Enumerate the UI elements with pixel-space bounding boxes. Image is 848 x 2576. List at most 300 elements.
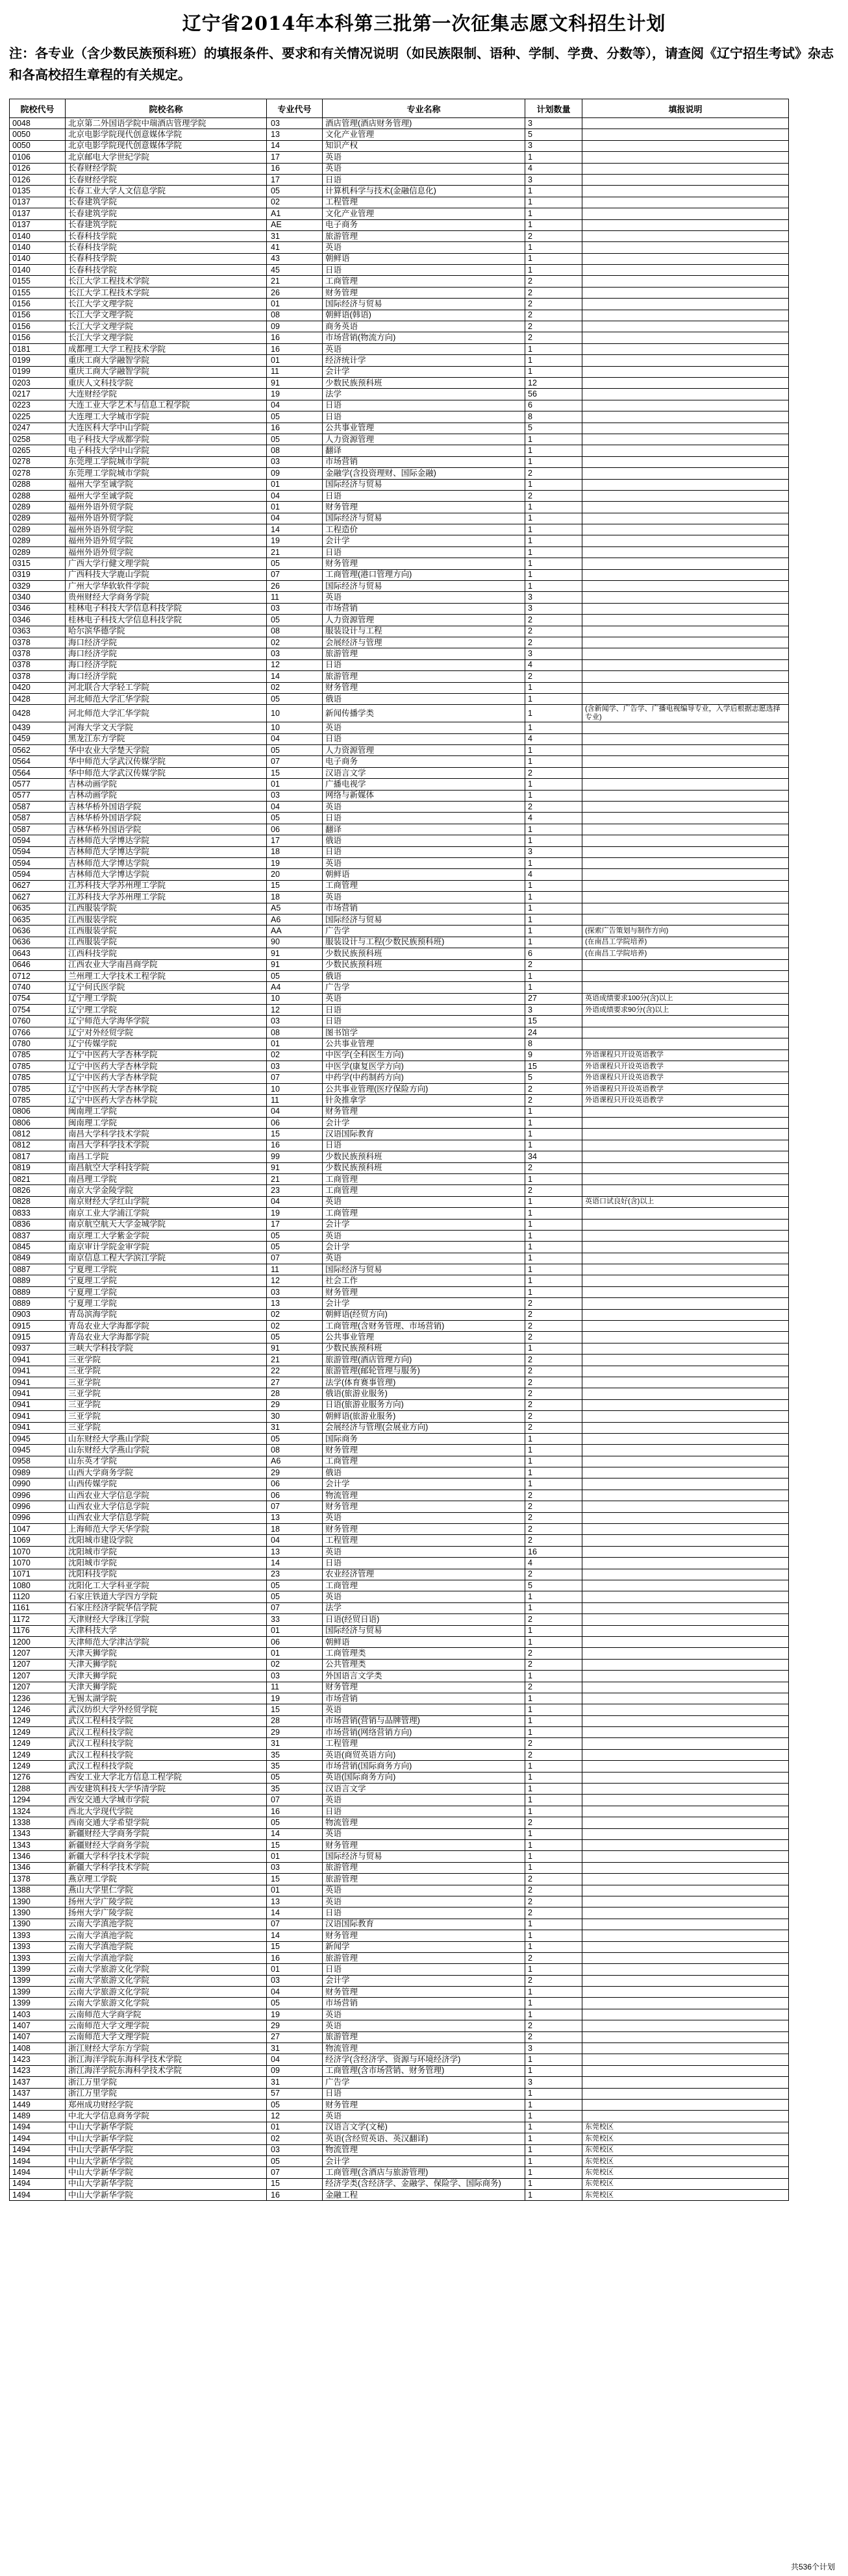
cell-remarks — [582, 118, 789, 129]
cell-remarks — [582, 1445, 789, 1456]
cell-remarks — [582, 400, 789, 411]
cell-school-code: 0199 — [10, 366, 66, 377]
cell-school-code: 0319 — [10, 569, 66, 580]
cell-remarks — [582, 355, 789, 366]
cell-major-code: 10 — [267, 722, 323, 733]
cell-plan-count: 3 — [525, 592, 582, 603]
cell-major-name: 会计学 — [323, 535, 525, 546]
cell-major-code: 14 — [267, 140, 323, 151]
cell-remarks — [582, 1016, 789, 1027]
cell-plan-count: 2 — [525, 230, 582, 241]
cell-school-name: 黑龙江东方学院 — [66, 733, 267, 744]
cell-plan-count: 24 — [525, 1027, 582, 1038]
cell-major-name: 少数民族预科班 — [323, 1162, 525, 1173]
cell-major-name: 会计学 — [323, 1478, 525, 1490]
cell-school-code: 1494 — [10, 2178, 66, 2189]
cell-major-name: 英语 — [323, 1795, 525, 1806]
cell-school-code: 1161 — [10, 1602, 66, 1613]
cell-remarks: 东莞校区 — [582, 2155, 789, 2166]
cell-major-name: 中医学(全科医生方向) — [323, 1049, 525, 1061]
cell-remarks — [582, 1761, 789, 1772]
cell-school-code: 0140 — [10, 230, 66, 241]
cell-school-name: 云南师范大学文理学院 — [66, 2020, 267, 2031]
cell-major-name: 翻译 — [323, 445, 525, 456]
table-row — [10, 1558, 789, 1569]
cell-remarks — [582, 1636, 789, 1647]
cell-plan-count: 1 — [525, 1862, 582, 1873]
cell-remarks — [582, 1591, 789, 1602]
cell-major-code: 02 — [267, 2133, 323, 2144]
cell-major-name: 市场营销(物流方向) — [323, 332, 525, 343]
cell-major-code: 16 — [267, 1140, 323, 1151]
cell-plan-count: 2 — [525, 1366, 582, 1377]
cell-school-code: 1494 — [10, 2167, 66, 2178]
cell-major-code: 19 — [267, 2009, 323, 2020]
cell-plan-count: 1 — [525, 892, 582, 903]
cell-major-code: 29 — [267, 1399, 323, 1410]
table-row — [10, 648, 789, 659]
cell-major-code: 07 — [267, 756, 323, 767]
cell-school-code: 0941 — [10, 1399, 66, 1410]
cell-major-name: 中药学(中药制药方向) — [323, 1072, 525, 1083]
table-row — [10, 1885, 789, 1896]
cell-major-code: 43 — [267, 253, 323, 264]
cell-remarks — [582, 1851, 789, 1862]
cell-school-code: 1407 — [10, 2031, 66, 2042]
cell-major-code: 30 — [267, 1411, 323, 1422]
cell-school-code: 0833 — [10, 1208, 66, 1219]
cell-major-code: 03 — [267, 118, 323, 129]
cell-plan-count: 1 — [525, 2065, 582, 2076]
cell-major-name: 国际经济与贸易 — [323, 581, 525, 592]
table-row — [10, 299, 789, 310]
cell-major-code: 08 — [267, 310, 323, 321]
cell-remarks — [582, 1885, 789, 1896]
cell-major-code: 01 — [267, 779, 323, 790]
table-row — [10, 1930, 789, 1941]
cell-plan-count: 15 — [525, 1016, 582, 1027]
cell-school-code: 0140 — [10, 253, 66, 264]
cell-school-code: 0594 — [10, 846, 66, 857]
cell-school-code: 0439 — [10, 722, 66, 733]
cell-major-code: 17 — [267, 174, 323, 185]
cell-school-code: 0135 — [10, 186, 66, 197]
cell-major-code: 28 — [267, 1715, 323, 1726]
cell-school-code: 0819 — [10, 1162, 66, 1173]
cell-major-code: 14 — [267, 1930, 323, 1941]
cell-school-code: 0806 — [10, 1106, 66, 1117]
cell-remarks — [582, 1117, 789, 1128]
cell-major-code: 05 — [267, 1230, 323, 1241]
cell-school-name: 云南大学旅游文化学院 — [66, 1975, 267, 1986]
cell-plan-count: 2 — [525, 615, 582, 626]
cell-school-code: 0289 — [10, 513, 66, 524]
cell-school-name: 三峡大学科技学院 — [66, 1343, 267, 1354]
cell-major-name: 少数民族预科班 — [323, 1343, 525, 1354]
cell-major-name: 日语 — [323, 1907, 525, 1919]
cell-school-code: 1120 — [10, 1591, 66, 1602]
cell-major-name: 日语 — [323, 659, 525, 670]
cell-school-code: 0587 — [10, 813, 66, 824]
cell-major-code: 15 — [267, 2178, 323, 2189]
cell-major-name: 英语(国际商务方向) — [323, 1772, 525, 1783]
table-row — [10, 1501, 789, 1512]
table-row — [10, 1140, 789, 1151]
cell-plan-count: 2 — [525, 1309, 582, 1320]
table-row — [10, 858, 789, 869]
cell-plan-count: 1 — [525, 824, 582, 835]
cell-school-name: 北京邮电大学世纪学院 — [66, 152, 267, 163]
cell-school-code: 0627 — [10, 880, 66, 891]
cell-plan-count: 1 — [525, 1106, 582, 1117]
cell-school-code: 0289 — [10, 535, 66, 546]
cell-remarks: 外语成绩要求90分(含)以上 — [582, 1005, 789, 1016]
cell-school-code: 0140 — [10, 242, 66, 253]
cell-school-name: 天津天狮学院 — [66, 1682, 267, 1693]
cell-major-name: 工商管理(含酒店与旅游管理) — [323, 2167, 525, 2178]
table-row — [10, 1636, 789, 1647]
cell-plan-count: 3 — [525, 118, 582, 129]
cell-remarks — [582, 411, 789, 423]
cell-school-name: 福州外语外贸学院 — [66, 535, 267, 546]
table-row — [10, 1005, 789, 1016]
cell-school-code: 0363 — [10, 626, 66, 637]
cell-major-code: 03 — [267, 1862, 323, 1873]
table-row — [10, 230, 789, 241]
cell-major-code: 05 — [267, 558, 323, 569]
cell-school-name: 西南交通大学希望学院 — [66, 1817, 267, 1828]
cell-school-name: 福州大学至诚学院 — [66, 479, 267, 490]
table-row — [10, 1795, 789, 1806]
cell-major-code: 03 — [267, 1975, 323, 1986]
cell-major-name: 英语 — [323, 1896, 525, 1907]
cell-major-name: 工程管理 — [323, 197, 525, 208]
cell-plan-count: 2 — [525, 287, 582, 298]
cell-major-code: AE — [267, 219, 323, 230]
cell-remarks — [582, 569, 789, 580]
cell-plan-count: 1 — [525, 937, 582, 948]
cell-major-code: A1 — [267, 208, 323, 219]
cell-school-code: 0941 — [10, 1422, 66, 1433]
table-row — [10, 1433, 789, 1444]
cell-major-code: 05 — [267, 1242, 323, 1253]
table-row — [10, 615, 789, 626]
cell-plan-count: 1 — [525, 1129, 582, 1140]
cell-school-code: 1407 — [10, 2020, 66, 2031]
cell-school-name: 郑州成功财经学院 — [66, 2099, 267, 2110]
table-row — [10, 1817, 789, 1828]
cell-major-code: 41 — [267, 242, 323, 253]
cell-remarks — [582, 1106, 789, 1117]
cell-school-name: 西北大学现代学院 — [66, 1806, 267, 1817]
cell-major-name: 人力资源管理 — [323, 434, 525, 445]
table-row — [10, 2167, 789, 2178]
cell-major-code: 91 — [267, 959, 323, 970]
table-row — [10, 1399, 789, 1410]
cell-major-code: 05 — [267, 970, 323, 981]
cell-remarks — [582, 1987, 789, 1998]
cell-major-code: 16 — [267, 1806, 323, 1817]
cell-major-code: 04 — [267, 1106, 323, 1117]
cell-major-code: 18 — [267, 892, 323, 903]
cell-school-code: 0289 — [10, 502, 66, 513]
cell-remarks — [582, 1173, 789, 1184]
cell-major-name: 日语 — [323, 411, 525, 423]
cell-remarks — [582, 858, 789, 869]
cell-plan-count: 16 — [525, 1546, 582, 1557]
total-plan-footer: 共536个计划 — [790, 2562, 835, 2571]
cell-remarks — [582, 1874, 789, 1885]
cell-school-code: 0346 — [10, 603, 66, 614]
cell-school-code: 1393 — [10, 1952, 66, 1963]
cell-major-code: 91 — [267, 1162, 323, 1173]
cell-remarks — [582, 1930, 789, 1941]
cell-major-code: 08 — [267, 1445, 323, 1456]
cell-major-name: 公共事业管理 — [323, 1038, 525, 1049]
cell-school-name: 贵州财经大学商务学院 — [66, 592, 267, 603]
cell-school-code: 1070 — [10, 1546, 66, 1557]
cell-major-code: 01 — [267, 479, 323, 490]
cell-remarks — [582, 299, 789, 310]
table-row — [10, 242, 789, 253]
cell-major-code: 05 — [267, 1591, 323, 1602]
cell-remarks — [582, 2077, 789, 2088]
cell-major-code: 01 — [267, 1964, 323, 1975]
cell-school-code: 0315 — [10, 558, 66, 569]
cell-major-code: 91 — [267, 377, 323, 388]
cell-plan-count: 1 — [525, 693, 582, 704]
cell-major-code: A6 — [267, 1456, 323, 1467]
cell-major-code: 35 — [267, 1784, 323, 1795]
cell-major-name: 金融工程 — [323, 2190, 525, 2201]
cell-major-name: 财务管理 — [323, 502, 525, 513]
cell-remarks — [582, 846, 789, 857]
cell-school-code: 1393 — [10, 1941, 66, 1952]
cell-school-name: 吉林师范大学博达学院 — [66, 869, 267, 880]
cell-school-code: 0636 — [10, 926, 66, 937]
cell-remarks — [582, 756, 789, 767]
header-school-name: 院校名称 — [66, 99, 267, 118]
table-row — [10, 1422, 789, 1433]
cell-plan-count: 1 — [525, 1851, 582, 1862]
cell-remarks — [582, 1919, 789, 1930]
cell-school-code: 1437 — [10, 2077, 66, 2088]
cell-plan-count: 3 — [525, 174, 582, 185]
cell-remarks: (在南昌工学院培养) — [582, 948, 789, 959]
cell-major-name: 朝鲜语 — [323, 253, 525, 264]
cell-major-code: 15 — [267, 1941, 323, 1952]
cell-major-name: 日语 — [323, 2088, 525, 2099]
table-row — [10, 377, 789, 388]
cell-major-code: 29 — [267, 2020, 323, 2031]
cell-plan-count: 4 — [525, 1558, 582, 1569]
cell-school-code: 0594 — [10, 869, 66, 880]
cell-school-name: 华中师范大学武汉传媒学院 — [66, 767, 267, 778]
cell-remarks — [582, 869, 789, 880]
table-row — [10, 1625, 789, 1636]
cell-school-code: 0199 — [10, 355, 66, 366]
cell-major-name: 会展经济与管理 — [323, 637, 525, 648]
cell-plan-count: 1 — [525, 569, 582, 580]
cell-plan-count: 6 — [525, 400, 582, 411]
table-row — [10, 1919, 789, 1930]
cell-remarks — [582, 1738, 789, 1749]
cell-school-name: 福州大学至诚学院 — [66, 490, 267, 501]
cell-school-code: 1494 — [10, 2155, 66, 2166]
cell-school-name: 三亚学院 — [66, 1366, 267, 1377]
cell-remarks — [582, 2031, 789, 2042]
cell-school-code: 0050 — [10, 140, 66, 151]
cell-school-code: 0223 — [10, 400, 66, 411]
cell-plan-count: 2 — [525, 1422, 582, 1433]
cell-school-code: 1494 — [10, 2122, 66, 2133]
table-row — [10, 118, 789, 129]
cell-school-name: 西安工业大学北方信息工程学院 — [66, 1772, 267, 1783]
table-row — [10, 1772, 789, 1783]
cell-plan-count: 4 — [525, 163, 582, 174]
cell-major-name: 国际经济与贸易 — [323, 1625, 525, 1636]
cell-major-code: 07 — [267, 1919, 323, 1930]
cell-school-code: 1276 — [10, 1772, 66, 1783]
cell-school-name: 云南师范大学文理学院 — [66, 2031, 267, 2042]
cell-school-code: 0050 — [10, 129, 66, 140]
table-row — [10, 1106, 789, 1117]
cell-major-code: 07 — [267, 1602, 323, 1613]
cell-remarks — [582, 722, 789, 733]
cell-school-code: 0887 — [10, 1264, 66, 1275]
cell-major-name: 日语 — [323, 846, 525, 857]
cell-remarks — [582, 603, 789, 614]
cell-major-code: 02 — [267, 197, 323, 208]
cell-plan-count: 1 — [525, 253, 582, 264]
table-row — [10, 959, 789, 970]
cell-school-code: 1200 — [10, 1636, 66, 1647]
cell-plan-count: 1 — [525, 1602, 582, 1613]
cell-school-code: 0288 — [10, 490, 66, 501]
cell-plan-count: 1 — [525, 1264, 582, 1275]
cell-major-code: 13 — [267, 1298, 323, 1309]
cell-school-name: 山西农业大学信息学院 — [66, 1512, 267, 1523]
cell-plan-count: 2 — [525, 1490, 582, 1501]
cell-major-code: 15 — [267, 1704, 323, 1715]
cell-major-code: 10 — [267, 705, 323, 722]
cell-remarks — [582, 332, 789, 343]
cell-major-code: 05 — [267, 745, 323, 756]
table-row — [10, 1591, 789, 1602]
cell-school-name: 南京理工大学紫金学院 — [66, 1230, 267, 1241]
header-major-name: 专业名称 — [323, 99, 525, 118]
cell-plan-count: 2 — [525, 321, 582, 332]
cell-major-name: 会计学 — [323, 1242, 525, 1253]
cell-school-name: 山西农业大学信息学院 — [66, 1501, 267, 1512]
cell-school-code: 0137 — [10, 219, 66, 230]
cell-major-code: 02 — [267, 1049, 323, 1061]
cell-major-name: 财务管理 — [323, 1524, 525, 1535]
cell-school-name: 吉林华桥外国语学院 — [66, 802, 267, 813]
cell-school-name: 大连医科大学中山学院 — [66, 423, 267, 434]
cell-plan-count: 3 — [525, 140, 582, 151]
cell-major-code: 08 — [267, 626, 323, 637]
cell-major-code: A4 — [267, 982, 323, 993]
cell-remarks — [582, 813, 789, 824]
cell-school-code: 0785 — [10, 1072, 66, 1083]
table-row — [10, 2077, 789, 2088]
table-row — [10, 1332, 789, 1343]
table-row — [10, 1682, 789, 1693]
table-row — [10, 423, 789, 434]
cell-school-code: 0941 — [10, 1355, 66, 1366]
cell-school-name: 长春财经学院 — [66, 163, 267, 174]
cell-plan-count: 1 — [525, 2111, 582, 2122]
cell-remarks: 外语课程只开设英语教学 — [582, 1072, 789, 1083]
cell-remarks — [582, 1275, 789, 1286]
cell-school-code: 0812 — [10, 1140, 66, 1151]
cell-plan-count: 2 — [525, 1162, 582, 1173]
cell-remarks — [582, 230, 789, 241]
cell-major-code: 23 — [267, 1185, 323, 1196]
cell-school-name: 浙江万里学院 — [66, 2088, 267, 2099]
cell-plan-count: 1 — [525, 1987, 582, 1998]
cell-remarks — [582, 1478, 789, 1490]
cell-major-name: 市场营销 — [323, 903, 525, 914]
cell-major-name: 工商管理 — [323, 1580, 525, 1591]
cell-remarks — [582, 2009, 789, 2020]
cell-major-code: 02 — [267, 1321, 323, 1332]
cell-major-name: 国际商务 — [323, 1433, 525, 1444]
cell-remarks — [582, 1411, 789, 1422]
cell-major-name: 会计学 — [323, 1117, 525, 1128]
table-row — [10, 1456, 789, 1467]
cell-remarks — [582, 1208, 789, 1219]
cell-plan-count: 1 — [525, 355, 582, 366]
cell-school-code: 0378 — [10, 648, 66, 659]
cell-remarks — [582, 1580, 789, 1591]
cell-major-name: 社会工作 — [323, 1275, 525, 1286]
cell-plan-count: 1 — [525, 1467, 582, 1478]
cell-school-code: 1403 — [10, 2009, 66, 2020]
cell-major-code: AA — [267, 926, 323, 937]
cell-school-code: 0941 — [10, 1377, 66, 1388]
table-row — [10, 1309, 789, 1320]
cell-school-code: 1338 — [10, 1817, 66, 1828]
table-row — [10, 1490, 789, 1501]
cell-school-name: 江西服装学院 — [66, 937, 267, 948]
cell-school-code: 0378 — [10, 671, 66, 682]
cell-major-name: 英语 — [323, 163, 525, 174]
cell-plan-count: 1 — [525, 2099, 582, 2110]
cell-school-name: 江西服装学院 — [66, 903, 267, 914]
cell-plan-count: 1 — [525, 705, 582, 722]
cell-school-name: 中山大学新华学院 — [66, 2133, 267, 2144]
cell-remarks — [582, 1682, 789, 1693]
cell-major-code: 45 — [267, 265, 323, 276]
cell-school-name: 哈尔滨华德学院 — [66, 626, 267, 637]
cell-major-code: 05 — [267, 1433, 323, 1444]
cell-school-code: 0378 — [10, 637, 66, 648]
cell-major-name: 财务管理 — [323, 1106, 525, 1117]
cell-school-code: 0258 — [10, 434, 66, 445]
cell-plan-count: 1 — [525, 558, 582, 569]
cell-major-name: 英语 — [323, 1828, 525, 1839]
table-row — [10, 1411, 789, 1422]
cell-remarks: 英语成绩要求100分(含)以上 — [582, 993, 789, 1004]
cell-major-name: 会计学 — [323, 1975, 525, 1986]
cell-remarks — [582, 152, 789, 163]
cell-major-code: 02 — [267, 637, 323, 648]
cell-school-code: 0627 — [10, 892, 66, 903]
cell-major-name: 针灸推拿学 — [323, 1095, 525, 1106]
cell-remarks — [582, 648, 789, 659]
